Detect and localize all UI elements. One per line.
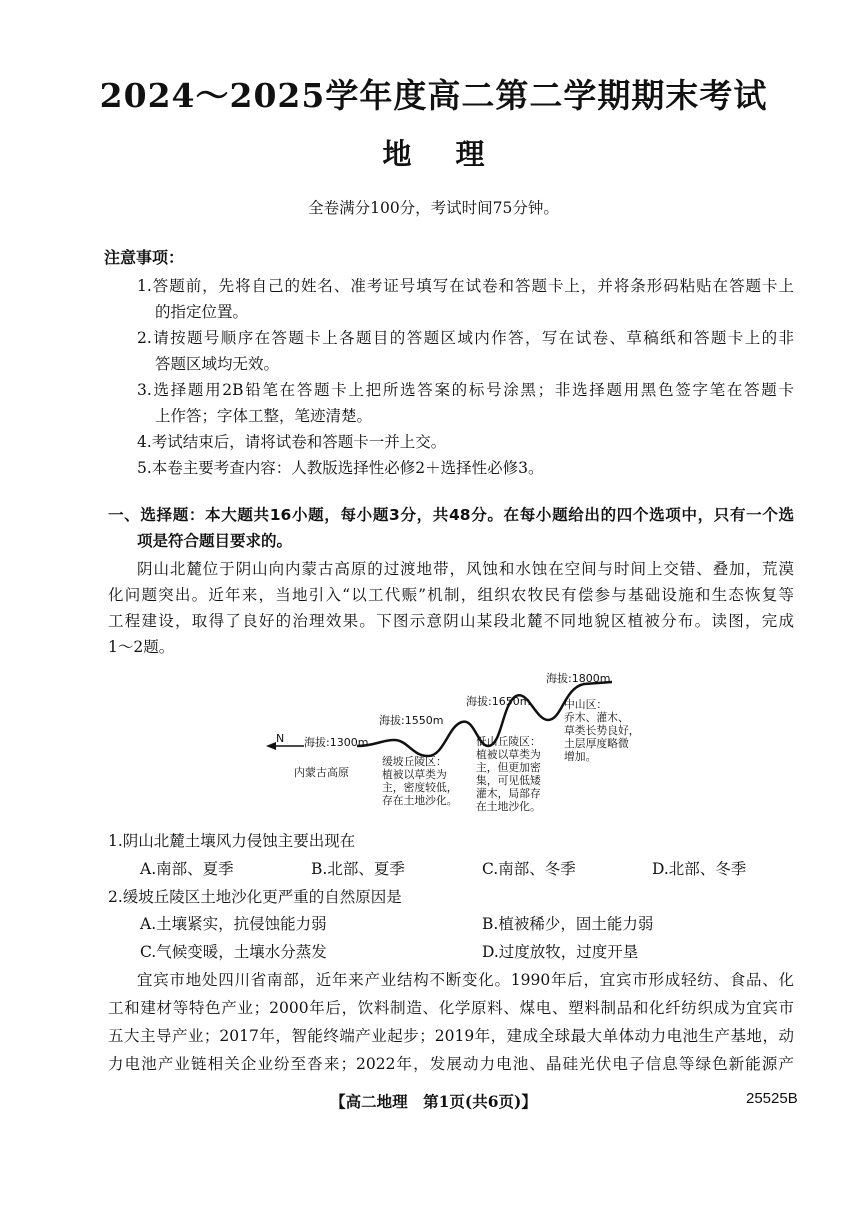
full-mark-note: 全卷满分100分，考试时间75分钟。 (308, 199, 559, 217)
north-arrow-head (266, 742, 276, 750)
question-2-option-b: B.植被稀少，固土能力弱 (482, 915, 654, 933)
low-hill-label: 集，可见低矮 (476, 774, 541, 787)
gentle-hill-label: 植被以草类为 (382, 768, 447, 781)
middle-mountain-label: 草类长势良好， (564, 724, 640, 737)
middle-mountain-label: 中山区： (564, 698, 608, 711)
passage-line: 宜宾市地处四川省南部，近年来产业结构不断变化。1990年后，宜宾市形成轻纺、食品、化 (137, 971, 794, 989)
plateau-label: 内蒙古高原 (294, 766, 349, 779)
question-1-stem: 1.阴山北麓土壤风力侵蚀主要出现在 (108, 832, 356, 850)
low-hill-label: 植被以草类为 (476, 748, 541, 761)
notice-line: 2.请按题号顺序在答题卡上各题目的答题区域内作答，写在试卷、草稿纸和答题卡上的非 (137, 329, 794, 347)
notice-line: 的指定位置。 (155, 303, 249, 321)
passage-line: 1～2题。 (108, 638, 175, 656)
section-heading: 一、选择题：本大题共16小题，每小题3分，共48分。在每小题给出的四个选项中，只有一个选 (108, 506, 794, 524)
passage-line: 工程建设，取得了良好的治理效果。下图示意阴山某段北麓不同地貌区植被分布。读图，完成 (108, 612, 794, 630)
passage-line: 化问题突出。近年来，当地引入“以工代赈”机制，组织农牧民有偿参与基础设施和生态恢复等 (108, 586, 794, 604)
gentle-hill-label: 存在土地沙化。 (382, 794, 458, 807)
question-1-option-b: B.北部、夏季 (311, 860, 405, 878)
gentle-hill-label: 主，密度较低， (382, 781, 458, 794)
question-2-option-a: A.土壤紧实，抗侵蚀能力弱 (140, 915, 327, 933)
subject-title: 地理 (382, 137, 529, 171)
middle-mountain-label: 增加。 (564, 750, 597, 763)
page-footer: 【高二地理 第1页(共6页)】 (330, 1092, 537, 1111)
low-hill-label: 在土地沙化。 (476, 800, 541, 813)
section-heading: 项是符合题目要求的。 (137, 532, 293, 550)
terrain-profile-diagram (262, 666, 682, 826)
passage-line: 五大主导产业；2017年，智能终端产业起步；2019年，建成全球最大单体动力电池生产基地，动 (108, 1027, 794, 1045)
low-hill-label: 主，但更加密 (476, 761, 541, 774)
question-1-option-a: A.南部、夏季 (140, 860, 234, 878)
notice-line: 上作答；字体工整，笔迹清楚。 (155, 407, 373, 425)
notice-line: 5.本卷主要考查内容：人教版选择性必修2＋选择性必修3。 (137, 459, 544, 477)
altitude-1300: 海拔:1300m (304, 736, 369, 749)
altitude-1800: 海拔:1800m (546, 672, 611, 685)
paper-code: 25525B (746, 1090, 798, 1107)
notice-line: 1.答题前，先将自己的姓名、准考证号填写在试卷和答题卡上，并将条形码粘贴在答题卡上 (137, 277, 794, 295)
passage-line: 阴山北麓位于阴山向内蒙古高原的过渡地带，风蚀和水蚀在空间与时间上交错、叠加，荒漠 (137, 560, 794, 578)
gentle-hill-label: 缓坡丘陵区： (382, 755, 447, 768)
low-hill-label: 灌木，局部存 (476, 787, 541, 800)
low-hill-label: 低山丘陵区： (476, 735, 541, 748)
question-2-stem: 2.缓坡丘陵区土地沙化更严重的自然原因是 (108, 888, 402, 906)
altitude-1650: 海拔:1650m (466, 695, 531, 708)
question-2-option-d: D.过度放牧，过度开垦 (482, 943, 639, 961)
north-label: N (276, 732, 285, 745)
notice-line: 4.考试结束后，请将试卷和答题卡一并上交。 (137, 433, 447, 451)
notice-heading: 注意事项： (104, 248, 185, 267)
passage-line: 力电池产业链相关企业纷至沓来；2022年，发展动力电池、晶硅光伏电子信息等绿色新能源产 (108, 1055, 794, 1073)
exam-title: 2024～2025学年度高二第二学期期末考试 (99, 76, 768, 115)
question-2-option-c: C.气候变暖，土壤水分蒸发 (140, 943, 327, 961)
notice-line: 3.选择题用2B铅笔在答题卡上把所选答案的标号涂黑；非选择题用黑色签字笔在答题卡 (137, 381, 794, 399)
middle-mountain-label: 土层厚度略微 (564, 737, 629, 750)
question-1-option-c: C.南部、冬季 (482, 860, 576, 878)
question-1-option-d: D.北部、冬季 (652, 860, 747, 878)
notice-line: 答题区域均无效。 (155, 355, 280, 373)
passage-line: 工和建材等特色产业；2000年后，饮料制造、化学原料、煤电、塑料制品和化纤纺织成为宜宾市 (108, 999, 794, 1017)
altitude-1550: 海拔:1550m (379, 714, 444, 727)
middle-mountain-label: 乔木、灌木、 (564, 711, 629, 724)
